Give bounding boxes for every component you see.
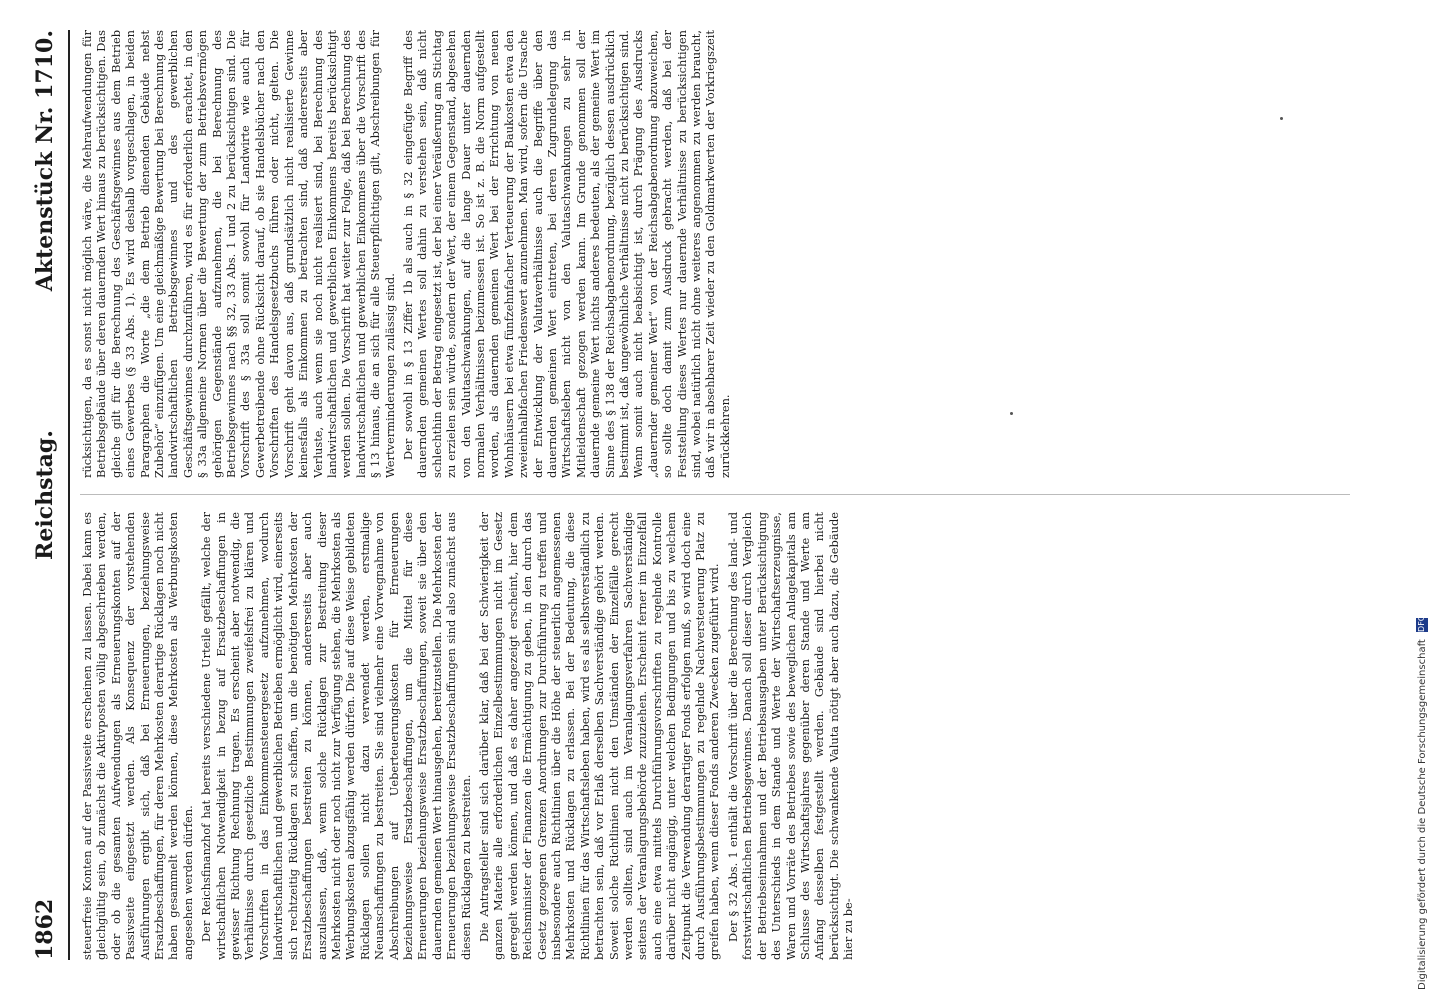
page-header — [32, 30, 68, 960]
paragraph: Der § 32 Abs. 1 enthält die Vorschrift über die Berechnung des land- und forstwirtschaftlichen Betriebsgewinnes. Danach soll dieser durch Vergleich der Betriebseinnahmen und der Betriebsausgaben unter Berücksichtigung des Unterschieds in dem Stande und Werte der Wirtschaftserzeugnisse, Waren und Vorräte des Betriebes sowie des beweglichen Anlagekapitals am Schlusse des Wirtschaftsjahres gegenüber deren Stande und Werte am Anfang desselben festgestellt werden. Gebäude sind hierbei nicht berücksichtigt. Die schwankende Valuta nötigt aber auch dazu, die Gebäude hier zu be- — [725, 512, 856, 960]
column-divider — [80, 494, 1350, 495]
left-column — [80, 512, 860, 960]
digitization-credit — [1416, 10, 1428, 990]
page-number: 1862 — [32, 898, 58, 960]
right-column — [80, 30, 736, 478]
credit-text: Digitalisierung gefördert durch die Deutsche Forschungsgemeinschaft — [1417, 639, 1428, 990]
paragraph: Der Reichsfinanzhof hat bereits verschiedene Urteile gefällt, welche der wirtschaftlichen Notwendigkeit in bezug auf Ersatzbeschaffungen in gewisser Richtung Rechnung tragen. Es erscheint aber notwendig, die Verhältnisse durch gesetzliche Bestimmungen zweifelsfrei zu klären und Vorschriften in das Einkommensteuergesetz aufzunehmen, wodurch landwirtschaftlichen und gewerblichen Betrieben ermöglicht wird, einerseits sich rechtzeitig Rücklagen zu schaffen, um die benötigten Mehrkosten der Ersatzbeschaffungen bestreiten zu können, andererseits aber auch auszulassen, daß, wenn solche Rücklagen zur Bestreitung dieser Mehrkosten nicht oder noch nicht zur Verfügung stehen, die Mehrkosten als Werbungskosten abzugsfähig werden dürfen. Die auf diese Weise gebildeten Rücklagen sollen nicht dazu verwendet werden, erstmalige Neuanschaffungen zu bestreiten. Sie sind vielmehr eine Vorwegnahme von Abschreibungen auf Ueberteuerungskosten für Erneuerungen beziehungsweise Ersatzbeschaffungen, um die Mittel für diese Erneuerungen beziehungsweise Ersatzbeschaffungen, soweit sie über den dauernden gemeinen Wert hinausgehen, bereitzustellen. Die Mehrkosten der Erneuerungen beziehungsweise Ersatzbeschaffungen sind also zunächst aus diesen Rücklagen zu bestreiten. — [199, 512, 473, 960]
paragraph: Die Antragsteller sind sich darüber klar, daß bei der Schwierigkeit der ganzen Materie alle erforderlichen Einzelbestimmungen nicht im Gesetz geregelt werden können, und daß es daher angezeigt erscheint, hier dem Reichsminister der Finanzen die Ermächtigung zu geben, in den durch das Gesetz gezogenen Grenzen Anordnungen zur Durchführung zu treffen und insbesondere auch Richtlinien über die Höhe der steuerlich angemessenen Mehrkosten und Rücklagen zu erlassen. Bei der Bedeutung, die diese Richtlinien für das Wirtschaftsleben haben, wird es als selbstverständlich zu betrachten sein, daß vor Erlaß derselben Sachverständige gehört werden. Soweit solche Richtlinien nicht den Umständen der Einzelfälle gerecht werden sollten, sind auch im Veranlagungsverfahren Sachverständige seitens der Veranlagungsbehörde zuzuziehen. Erscheint ferner im Einzelfall auch eine etwa mittels Durchführungsvorschriften zu regelnde Kontrolle darüber nicht angängig, unter welchen Bedingungen und bis zu welchem Zeitpunkt die Verwendung derartiger Fonds erfolgen muß, so wird doch eine durch Ausführungsbestimmungen zu regelnde Nachversteuerung Platz zu greifen haben, wenn dieser Fonds anderen Zwecken zugeführt wird. — [476, 512, 722, 960]
paragraph: Der sowohl in § 13 Ziffer 1b als auch in § 32 eingefügte Begriff des dauernden gemeinen Wertes soll dahin zu verstehen sein, daß nicht schlechthin der Betrag eingesetzt ist, der bei einer Veräußerung am Stichtag zu erzielen sein würde, sondern der Wert, der einem Gegenstand, abgesehen von den Valutaschwankungen, auf die lange Dauer unter dauernden normalen Verhältnissen beizumessen ist. So ist z. B. die Norm aufgestellt worden, als dauernden gemeinen Wert bei der Errichtung von neuen Wohnhäusern bei etwa fünfzehnfacher Verteuerung der Baukosten etwa den zweieinhalbfachen Friedenswert anzunehmen. Man wird, sofern die Ursache der Entwicklung der Valutaverhältnisse auch die Begriffe über den dauernden gemeinen Wert eintreten, bei deren Zugrundelegung das Wirtschaftsleben nicht von den Valutaschwankungen zu sehr in Mitleidenschaft gezogen werden kann. Im Grunde genommen soll der dauernde gemeine Wert nichts anderes bedeuten, als der gemeine Wert im Sinne des § 138 der Reichsabgabenordnung, bezüglich dessen ausdrücklich bestimmt ist, daß ungewöhnliche Verhältnisse nicht zu berücksichtigen sind. Wenn somit auch nicht beabsichtigt ist, durch Prägung des Ausdrucks „dauernder gemeiner Wert“ von der Reichsabgabenordnung abzuweichen, so sollte doch damit zum Ausdruck gebracht werden, daß bei der Feststellung dieses Wertes nur dauernde Verhältnisse zu berücksichtigen sind, wobei natürlich nicht ohne weiteres angenommen zu werden braucht, daß wir in absehbarer Zeit wieder zu den Goldmarkwerten der Vorkriegszeit zurückkehren. — [400, 30, 732, 478]
document-number: Aktenstück Nr. 1710. — [32, 30, 58, 292]
dfg-logo: DFG — [1417, 615, 1426, 632]
paragraph: rücksichtigen, da es sonst nicht möglich wäre, die Mehraufwendungen für Betriebsgebäude über deren dauernden Wert hinaus zu berücksichtigen. Das gleiche gilt für die Berechnung des Geschäftsgewinnes aus dem Betrieb eines Gewerbes (§ 33 Abs. 1). Es wird deshalb vorgeschlagen, in beiden Paragraphen die Worte „die dem Betrieb dienenden Gebäude nebst Zubehör“ einzufügen. Um eine gleichmäßige Bewertung bei Berechnung des landwirtschaftlichen Betriebsgewinnes und des gewerblichen Geschäftsgewinnes durchzuführen, wird es für erforderlich erachtet, in den § 33a allgemeine Normen über die Bewertung der zum Betriebsvermögen gehörigen Gegenstände aufzunehmen, die bei Berechnung des Betriebsgewinnes nach §§ 32, 33 Abs. 1 und 2 zu berücksichtigen sind. Die Vorschrift des § 33a soll somit sowohl für Landwirte wie auch für Gewerbetreibende ohne Rücksicht darauf, ob sie Handelsbücher nach den Vorschriften des Handelsgesetzbuchs führen oder nicht, gelten. Die Vorschrift geht davon aus, daß grundsätzlich nicht realisierte Gewinne keinesfalls als Einkommen zu betrachten sind, daß andererseits aber Verluste, auch wenn sie noch nicht realisiert sind, bei Berechnung des landwirtschaftlichen und gewerblichen Einkommens bereits berücksichtigt werden sollen. Die Vorschrift hat weiter zur Folge, daß bei Berechnung des landwirtschaftlichen und gewerblichen Einkommens über die Vorschrift des § 13 hinaus, die an sich für alle Steuerpflichtigen gilt, Abschreibungen für Wertverminderungen zulässig sind. — [80, 30, 397, 478]
header-rule — [68, 30, 70, 960]
page-title: Reichstag. — [32, 430, 58, 560]
speck — [1010, 412, 1013, 415]
paragraph: steuerfreie Konten auf der Passivseite erscheinen zu lassen. Dabei kann es gleichgültig sein, ob zunächst die Aktivposten völlig abgeschrieben werden, oder ob die gesamten Aufwendungen als Erneuerungskonten auf der Passivseite eingesetzt werden. Als Konsequenz der vorstehenden Ausführungen ergibt sich, daß bei Erneuerungen, beziehungsweise Ersatzbeschaffungen, für deren Mehrkosten derartige Rücklagen noch nicht haben gesammelt werden können, diese Mehrkosten als Werbungskosten angesehen werden dürfen. — [80, 512, 195, 960]
speck — [1280, 117, 1283, 120]
